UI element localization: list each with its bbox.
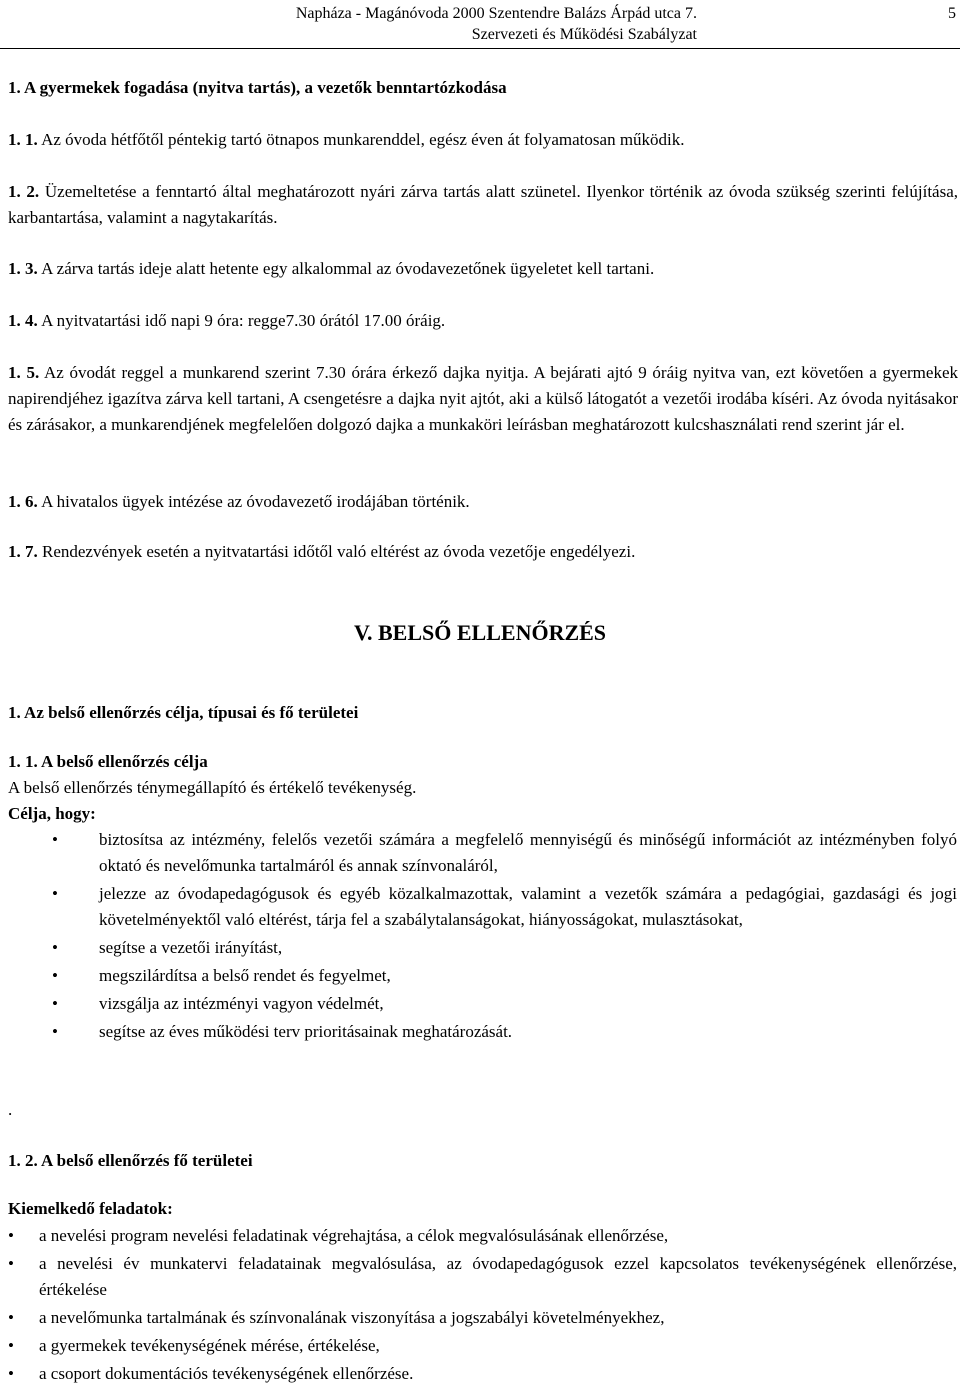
subsection-1-1-title: 1. 1. A belső ellenőrzés célja (8, 752, 208, 771)
celja-label: Célja, hogy: (8, 804, 96, 823)
item-1-7 (8, 539, 958, 565)
item-1-3 (8, 256, 958, 282)
item-text: A zárva tartás ideje alatt hetente egy alkalommal az óvodavezetőnek ügyeletet kell tartani. (41, 259, 655, 278)
list-item: • jelezze az óvodapedagógusok és egyéb közalkalmazottak, valamint a vezetők számára a pedagógiai, gazdasági és jogi követelményektől való eltérést, tárja fel a szabálytalanságokat, hiányosságokat, mulasztásokat, (99, 881, 957, 933)
bullet-icon: • (52, 938, 58, 957)
section-v-title: V. BELSŐ ELLENŐRZÉS (353, 620, 607, 645)
item-text: A hivatalos ügyek intézése az óvodavezető irodájában történik. (41, 492, 470, 511)
item-1-4 (8, 308, 958, 334)
item-number: 1. 3. (8, 259, 38, 278)
list-item: • segítse az éves működési terv prioritásainak meghatározását. (99, 1019, 957, 1045)
item-number: 1. 2. (8, 182, 40, 201)
celja-list (52, 827, 957, 1047)
bullet-icon: • (52, 884, 58, 903)
item-1-1 (8, 127, 958, 153)
kiemelt-list (8, 1223, 957, 1389)
bullet-icon: • (8, 1254, 14, 1273)
bullet-icon: • (8, 1336, 14, 1355)
subsection-1-title: 1. Az belső ellenőrzés célja, típusai és fő területei (8, 703, 359, 722)
bullet-icon: • (8, 1226, 14, 1245)
item-text: Üzemeltetése a fenntartó által meghatározott nyári zárva tartás alatt szünetel. Ilyenkor történik az óvoda szükség szerinti felújítása, karbantartása, valamint a nagytakarítás. (8, 182, 959, 227)
bullet-icon: • (52, 966, 58, 985)
stray-dot: . (8, 1100, 13, 1119)
item-1-6 (8, 489, 958, 515)
list-item: • segítse a vezetői irányítást, (99, 935, 957, 961)
page-header (0, 4, 960, 49)
item-text: Az óvoda hétfőtől péntekig tartó ötnapos munkarenddel, egész éven át folyamatosan működik. (41, 130, 685, 149)
item-number: 1. 7. (8, 542, 38, 561)
list-item: • a nevelőmunka tartalmának és színvonalának viszonyítása a jogszabályi követelményekhez, (39, 1305, 957, 1331)
subsection-1-2-title: 1. 2. A belső ellenőrzés fő területei (8, 1151, 253, 1170)
bullet-icon: • (8, 1308, 14, 1327)
header-institution: Napháza - Magánóvoda 2000 Szentendre Balázs Árpád utca 7. (295, 5, 697, 22)
item-number: 1. 1. (8, 130, 38, 149)
header-document-title: Szervezeti és Működési Szabályzat (471, 26, 697, 43)
list-item: • biztosítsa az intézmény, felelős vezetői számára a megfelelő mennyiségű és minőségű információt az intézményben folyó oktató és nevelőmunka tartalmáról és annak színvonaláról, (99, 827, 957, 879)
list-item: • a gyermekek tevékenységének mérése, értékelése, (39, 1333, 957, 1359)
kiemelt-label: Kiemelkedő feladatok: (8, 1199, 173, 1218)
list-item: • a nevelési program nevelési feladatinak végrehajtása, a célok megvalósulásának ellenőrzése, (39, 1223, 957, 1249)
bullet-icon: • (8, 1364, 14, 1383)
bullet-icon: • (52, 830, 58, 849)
bullet-icon: • (52, 1022, 58, 1041)
item-1-2 (8, 179, 958, 231)
item-text: Az óvodát reggel a munkarend szerint 7.30 órára érkező dajka nyitja. A bejárati ajtó 9 óráig nyitva van, ezt követően a gyermekek napirendjéhez igazítva zárva kell tartani, A csengetésre a dajka nyit ajtót, aki a külső látogatót a vezetői irodába kíséri. Az óvoda nyitásakor és zárásakor, a munkarendjének megfelelően dolgozó dajka a munkaköri leírásban meghatározott kulcshasználati rend szerint jár el. (8, 363, 959, 434)
item-1-5 (8, 360, 958, 438)
item-text: A nyitvatartási idő napi 9 óra: regge7.30 órától 17.00 óráig. (41, 311, 446, 330)
list-item: • vizsgálja az intézményi vagyon védelmét, (99, 991, 957, 1017)
list-item: • megszilárdítsa a belső rendet és fegyelmet, (99, 963, 957, 989)
item-number: 1. 6. (8, 492, 38, 511)
bullet-icon: • (52, 994, 58, 1013)
item-number: 1. 5. (8, 363, 40, 382)
section-1-title: 1. A gyermekek fogadása (nyitva tartás), a vezetők benntartózkodása (8, 78, 507, 97)
page-number: 5 (948, 5, 956, 22)
subsection-1-1-text: A belső ellenőrzés ténymegállapító és értékelő tevékenység. (8, 778, 417, 797)
item-text: Rendezvények esetén a nyitvatartási időtől való eltérést az óvoda vezetője engedélyezi. (42, 542, 636, 561)
list-item: • a csoport dokumentációs tevékenységének ellenőrzése. (39, 1361, 957, 1387)
list-item: • a nevelési év munkatervi feladatainak megvalósulása, az óvodapedagógusok ezzel kapcsolatos tevékenységének ellenőrzése, értékelése (39, 1251, 957, 1303)
item-number: 1. 4. (8, 311, 38, 330)
